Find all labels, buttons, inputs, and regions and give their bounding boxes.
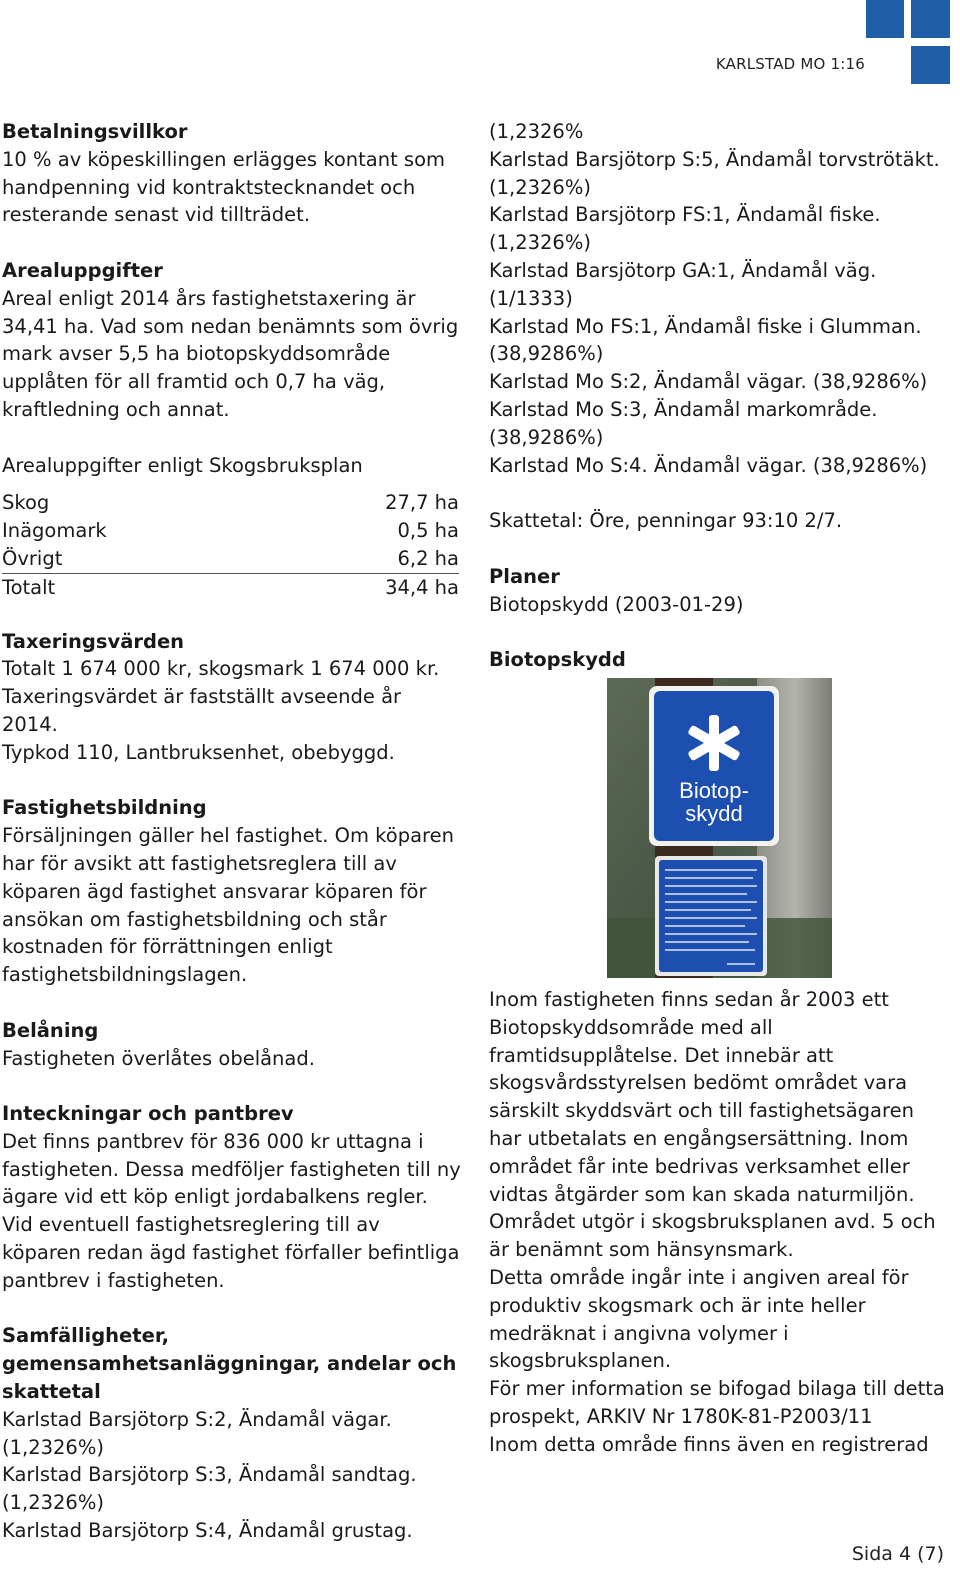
left-column xyxy=(2,118,462,1545)
text-samfallighet-line: (1,2326%) xyxy=(489,231,591,255)
biotopskydd-sign-photo xyxy=(607,678,832,978)
heading-taxeringsvarden: Taxeringsvärden xyxy=(2,629,185,653)
text-samfallighet-line: (1,2326%) xyxy=(2,1435,104,1459)
heading-samfalligheter: Samfälligheter, gemensamhetsanläggningar, andelar och skattetal xyxy=(2,1324,457,1404)
text-planer: Biotopskydd (2003-01-29) xyxy=(489,592,744,616)
text-biotopskydd-paragraph: Detta område ingår inte i angiven areal för produktiv skogsmark och är inte heller medräknat i angivna volymer i skogsbruksplanen. xyxy=(489,1265,909,1373)
right-column xyxy=(489,118,949,1458)
sign-text-skydd: skydd xyxy=(685,800,743,826)
heading-arealuppgifter: Arealuppgifter xyxy=(2,258,163,282)
area-table xyxy=(2,489,459,601)
area-value: 34,4 ha xyxy=(270,573,459,601)
text-samfallighet-line: Karlstad Barsjötorp S:3, Ändamål sandtag. xyxy=(2,1463,417,1487)
text-arealuppgifter: Areal enligt 2014 års fastighetstaxering är 34,41 ha. Vad som nedan benämnts som övrig mark avser 5,5 ha biotopskyddsområde upplåten för all framtid och 0,7 ha väg, kraftledning och annat. xyxy=(2,286,459,421)
page-number: Sida 4 (7) xyxy=(851,1543,944,1565)
heading-belaning: Belåning xyxy=(2,1018,99,1042)
text-biotopskydd-paragraph: Inom fastigheten finns sedan år 2003 ett Biotopskyddsområde med all framtidsupplåtelse. Det innebär att skogsvårdsstyrelsen bedömt området vara särskilt skyddsvärt och till fastighetsägaren har utbetalats en engångsersättning. Inom området får inte bedrivas verksamhet eller vidtas åtgärder som kan skada naturmiljön. Området utgör i skogsbruksplanen avd. 5 och är benämnt som hänsynsmark. xyxy=(489,987,936,1262)
text-belaning: Fastigheten överlåtes obelånad. xyxy=(2,1046,315,1070)
text-taxering-line: Totalt 1 674 000 kr, skogsmark 1 674 000 kr. xyxy=(2,657,440,681)
area-label: Övrigt xyxy=(2,546,63,570)
label-skogsbruksplan: Arealuppgifter enligt Skogsbruksplan xyxy=(2,453,363,477)
text-taxering-line: Taxeringsvärdet är fastställt avseende år 2014. xyxy=(2,685,402,736)
text-samfallighet-line: (1,2326%) xyxy=(2,1491,104,1515)
text-fastighetsbildning: Försäljningen gäller hel fastighet. Om köparen har för avsikt att fastighetsreglera till av köparen ägd fastighet ansvarar köparen för ansökan om fastighetsbildning och står kostnaden för förrättningen enligt fastighetsbildningslagen. xyxy=(2,824,454,987)
text-biotopskydd-paragraph: För mer information se bifogad bilaga till detta prospekt, ARKIV Nr 1780K-81-P2003/11 xyxy=(489,1377,945,1428)
text-inteckningar: Det finns pantbrev för 836 000 kr uttagna i fastigheten. Dessa medföljer fastigheten till ny ägare vid ett köp enligt jordabalkens regler. Vid eventuell fastighetsreglering till av köparen redan ägd fastighet förfaller befintliga pantbrev i fastigheten. xyxy=(2,1129,461,1292)
area-row xyxy=(2,517,459,545)
text-samfallighet-line: Karlstad Mo S:2, Ändamål vägar. (38,9286%) xyxy=(489,370,928,394)
area-row xyxy=(2,489,459,517)
heading-betalningsvillkor: Betalningsvillkor xyxy=(2,120,188,143)
area-value: 6,2 ha xyxy=(397,546,459,570)
logo-square-top-right xyxy=(911,0,950,38)
text-samfallighet-line: Karlstad Barsjötorp FS:1, Ändamål fiske. xyxy=(489,203,881,227)
sign-text-biotop: Biotop- xyxy=(679,777,749,803)
area-value: 27,7 ha xyxy=(385,491,459,515)
text-biotopskydd-paragraph: Inom detta område finns även en registrerad xyxy=(489,1432,929,1456)
text-samfallighet-line: (1/1333) xyxy=(489,286,573,310)
area-row xyxy=(2,545,459,573)
logo-square-bottom-right xyxy=(911,46,950,84)
text-samfallighet-line: (38,9286%) xyxy=(489,425,604,449)
text-samfallighet-line: Karlstad Barsjötorp S:4, Ändamål grustag. xyxy=(2,1519,413,1543)
text-samfallighet-line: Karlstad Mo FS:1, Ändamål fiske i Glumman. xyxy=(489,314,922,338)
heading-fastighetsbildning: Fastighetsbildning xyxy=(2,796,207,820)
logo-square-top-left xyxy=(866,0,904,38)
heading-biotopskydd: Biotopskydd xyxy=(489,648,626,672)
text-samfallighet-line: Karlstad Barsjötorp S:5, Ändamål torvströtäkt. xyxy=(489,147,940,171)
area-label: Totalt xyxy=(2,573,270,601)
area-row-total xyxy=(2,573,459,601)
text-skattetal: Skattetal: Öre, penningar 93:10 2/7. xyxy=(489,509,843,533)
document-header-title: KARLSTAD MO 1:16 xyxy=(715,55,865,73)
text-samfallighet-line: Karlstad Mo S:3, Ändamål markområde. xyxy=(489,397,878,421)
text-samfallighet-line: (38,9286%) xyxy=(489,342,604,366)
text-betalningsvillkor: 10 % av köpeskillingen erlägges kontant som handpenning vid kontraktstecknandet och resterande senast vid tillträdet. xyxy=(2,147,446,227)
text-samfallighet-line: Karlstad Mo S:4. Ändamål vägar. (38,9286%) xyxy=(489,453,928,477)
heading-planer: Planer xyxy=(489,564,560,588)
text-samfallighet-line: Karlstad Barsjötorp GA:1, Ändamål väg. xyxy=(489,258,877,282)
area-label: Skog xyxy=(2,491,50,515)
area-label: Inägomark xyxy=(2,519,107,543)
text-taxering-line: Typkod 110, Lantbruksenhet, obebyggd. xyxy=(2,740,395,764)
heading-inteckningar: Inteckningar och pantbrev xyxy=(2,1102,294,1126)
text-samfallighet-line: Karlstad Barsjötorp S:2, Ändamål vägar. xyxy=(2,1407,392,1431)
text-samfallighet-line: (1,2326%) xyxy=(489,175,591,199)
area-value: 0,5 ha xyxy=(397,519,459,543)
text-samfallighet-line: (1,2326% xyxy=(489,120,584,143)
